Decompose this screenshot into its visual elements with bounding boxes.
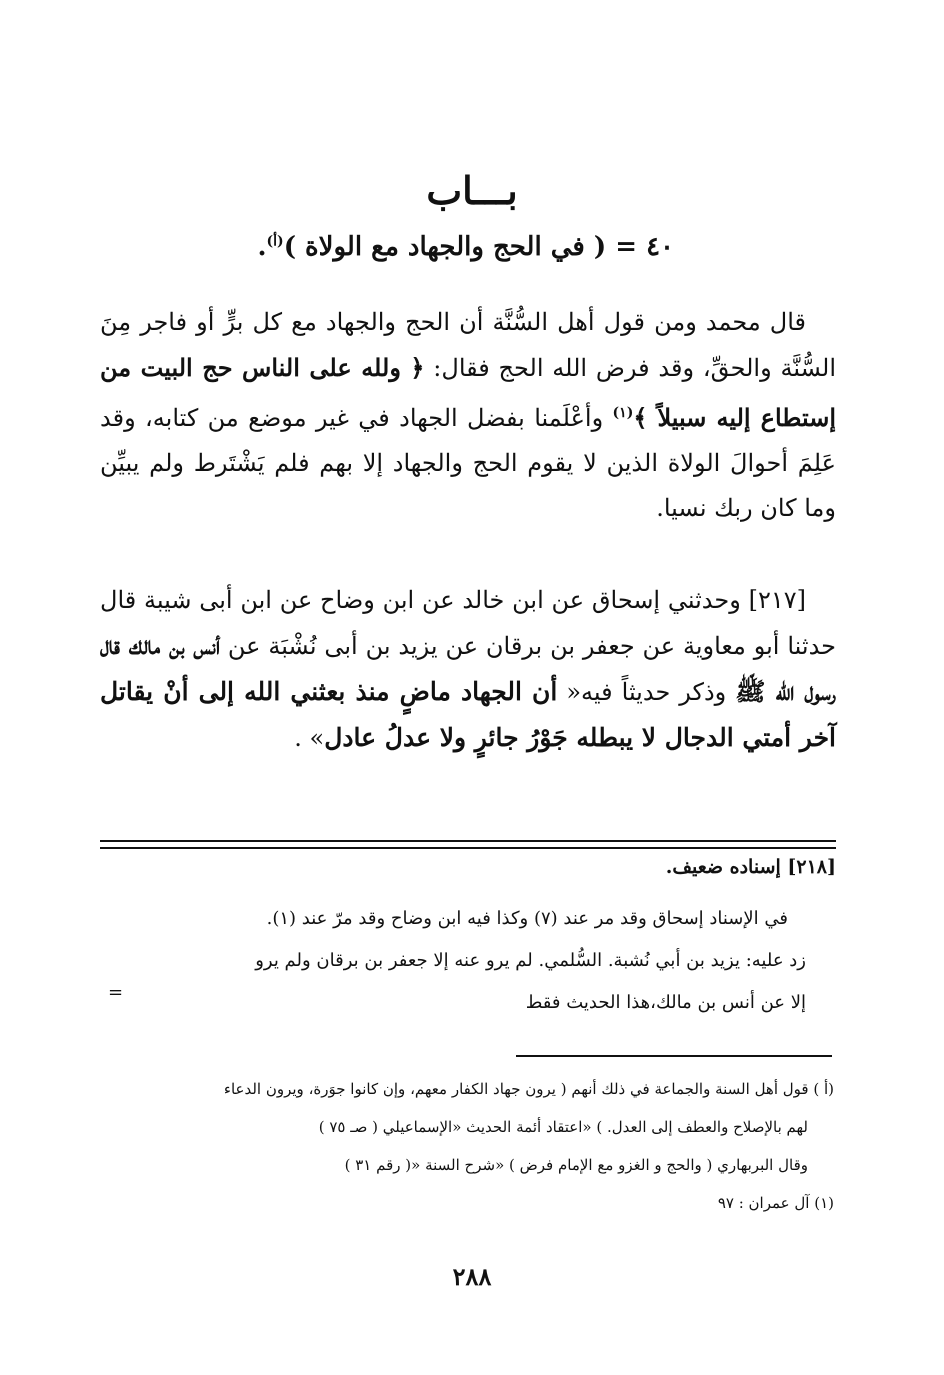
continuation-mark: = — [108, 982, 124, 1003]
chapter-title-footnote-ref: (أ) — [266, 233, 284, 250]
page-number: ٢٨٨ — [452, 1262, 492, 1291]
quran-footnote-ref: (١) — [612, 405, 634, 421]
intro-continuation: وأعْلَمنا بفضل الجهاد في غير موضع من كتابه، وقد عَلِمَ أحوالَ الولاة الذين لا يقوم الحج والجهاد إلا بهم فلم يَشْتَرط ولم يبيِّن وما كان ربك نسيا. — [100, 404, 836, 522]
intro-text: قال محمد ومن قول أهل السُّنَّة أن الحج والجهاد مع كل برٍّ أو فاجر مِنَ السُّنَّة والحقِّ، وقد فرض الله الحج فقال: — [100, 308, 836, 382]
hadith-text: أن الجهاد ماضٍ منذ بعثني الله إلى أنْ يقاتل آخر أمتي الدجال لا يبطله جَوْرُ جائرٍ ولا عدلُ عادل — [100, 677, 836, 752]
footnote-line: (١) آل عمران : ٩٧ — [717, 1194, 834, 1212]
hadith-closing: » . — [294, 724, 325, 752]
chapter-title — [257, 232, 674, 262]
footnote-line: (أ ) قول أهل السنة والجماعة في ذلك أنهم ( يرون جهاد الكفار معهم، وإن كانوا جوَرة، ويرون الدعاء — [223, 1080, 834, 1098]
note-line: زد عليه: يزيد بن أبي نُشبة. السُّلمي. لم يرو عنه إلا جعفر بن برقان ولم يرو — [255, 950, 806, 971]
footnote-line: وقال البربهاري ( والحج و الغزو مع الإمام فرض ) «شرح السنة «( رقم ٣١ ) — [344, 1156, 808, 1174]
paragraph-hadith — [100, 578, 836, 761]
double-divider — [100, 840, 836, 849]
note-body — [106, 898, 806, 1024]
paragraph-intro — [100, 300, 836, 531]
note-line: في الإسناد إسحاق وقد مر عند (٧) وكذا فيه ابن وضاح وقد مرّ عند (١). — [266, 908, 788, 929]
chapter-heading: بـــاب — [426, 168, 518, 213]
quran-quote: ﴿ ولله على الناس حج البيت من إستطاع إليه سبيلاً ﴾ — [100, 353, 836, 432]
chapter-title-end: . — [257, 232, 267, 262]
hadith-intro: أنس بن مالك قال رسول الله ﷺ — [100, 631, 836, 706]
chapter-title-text: ٤٠ = ( في الحج والجهاد مع الولاة ) — [283, 232, 674, 262]
footnote-line: لهم بالإصلاح والعطف إلى العدل. ) «اعتقاد أئمة الحديث «الإسماعيلي ( صـ ٧٥ ) — [318, 1118, 808, 1136]
note-line: إلا عن أنس بن مالك،هذا الحديث فقط — [525, 992, 806, 1013]
footnotes — [104, 1070, 834, 1222]
footnote-divider — [516, 1055, 832, 1057]
hadith-mention: وذكر حديثاً فيه« — [566, 678, 727, 706]
note-heading: [٢١٨] إسناده ضعيف. — [665, 856, 836, 878]
hadith-number: [٢١٧] — [748, 586, 806, 614]
hadith-isnad: وحدثني إسحاق عن ابن خالد عن ابن وضاح عن ابن أبى شيبة قال حدثنا أبو معاوية عن جعفر بن برقان عن يزيد بن أبى نُشْبَة عن — [100, 586, 836, 660]
